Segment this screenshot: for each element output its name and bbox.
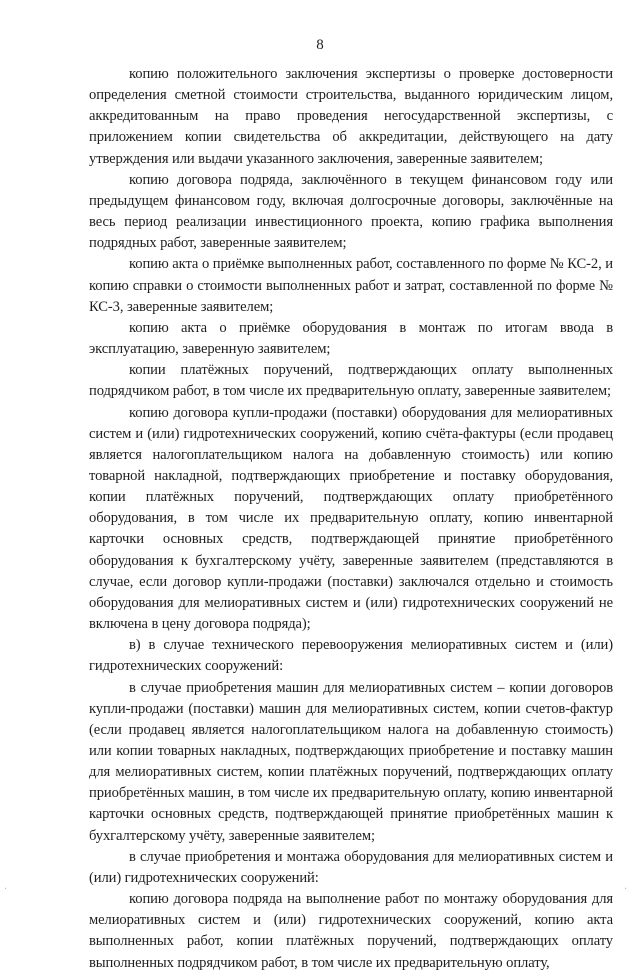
paragraph-act-ks2: копию акта о приёмке выполненных работ, составленного по форме № КС-2, и копию справки о стоимости выполненных работ и затрат, составленной по форме № КС-3, заверенные заявителем; <box>89 256 613 315</box>
paragraph-equipment-installation: в случае приобретения и монтажа оборудования для мелиоративных систем и (или) гидротехнических сооружений: <box>89 848 613 886</box>
paragraph-expert-conclusion: копию положительного заключения экспертизы о проверке достоверности определения сметной стоимости строительства, выданного юридическим лицом, аккредитованным на право проведения негосударственной экспертизы, с приложением копии свидетельства об аккредитации, действующего на дату утверждения или выдачи указанного заключения, заверенные заявителем; <box>89 66 613 167</box>
page-number: 8 <box>316 37 324 53</box>
document-body <box>89 64 613 974</box>
scan-dot-right: · <box>624 884 628 895</box>
paragraph-installation-contract: копию договора подряда на выполнение работ по монтажу оборудования для мелиоративных систем и (или) гидротехнических сооружений, копию акта выполненных работ, копии платёжных поручений, подтверждающих оплату выполненных подрядчиком работ, в том числе их предварительную оплату, <box>89 891 613 971</box>
paragraph-contract: копию договора подряда, заключённого в текущем финансовом году или предыдущем финансовом году, включая долгосрочные договоры, заключённые на весь период реализации инвестиционного проекта, копию графика выполнения подрядных работ, заверенные заявителем; <box>89 171 613 252</box>
paragraph-machines-purchase: в случае приобретения машин для мелиоративных систем – копии договоров купли-продажи (поставки) машин для мелиоративных систем, копии счетов-фактур (если продавец является налогоплательщиком налога на добавленную стоимость) или копии товарных накладных, подтверждающих приобретение и поставку машин для мелиоративных систем, копии платёжных поручений, подтверждающих оплату приобретённых машин, в том числе их предварительную оплату, копию инвентарной карточки основных средств, подтверждающей принятие приобретённых машин к бухгалтерскому учёту, заверенные заявителем; <box>89 679 613 844</box>
paragraph-equipment-purchase: копию договора купли-продажи (поставки) оборудования для мелиоративных систем и (или) гидротехнических сооружений, копию счёта-фактуры (если продавец является налогоплательщиком налога на добавленную стоимость) или копию товарной накладной, подтверждающих приобретение и поставку оборудования, копии платёжных поручений, подтверждающих оплату приобретённого оборудования, в том числе их предварительную оплату, копию инвентарной карточки основных средств, подтверждающей принятие приобретённого оборудования к бухгалтерскому учёту, заверенные заявителем (представляются в случае, если договор купли-продажи (поставки) заключался отдельно и стоимость оборудования для мелиоративных систем и (или) гидротехнических сооружений не включена в цену договора подряда); <box>89 404 613 633</box>
paragraph-payment-orders: копии платёжных поручений, подтверждающих оплату выполненных подрядчиком работ, в том числе их предварительную оплату, заверенные заявителем; <box>89 362 613 400</box>
paragraph-equipment-act: копию акта о приёмке оборудования в монтаж по итогам ввода в эксплуатацию, заверенную заявителем; <box>89 319 613 358</box>
paragraph-section-v: в) в случае технического перевооружения мелиоративных систем и (или) гидротехнических сооружений: <box>89 637 613 675</box>
scan-dot-left: · <box>4 884 8 895</box>
